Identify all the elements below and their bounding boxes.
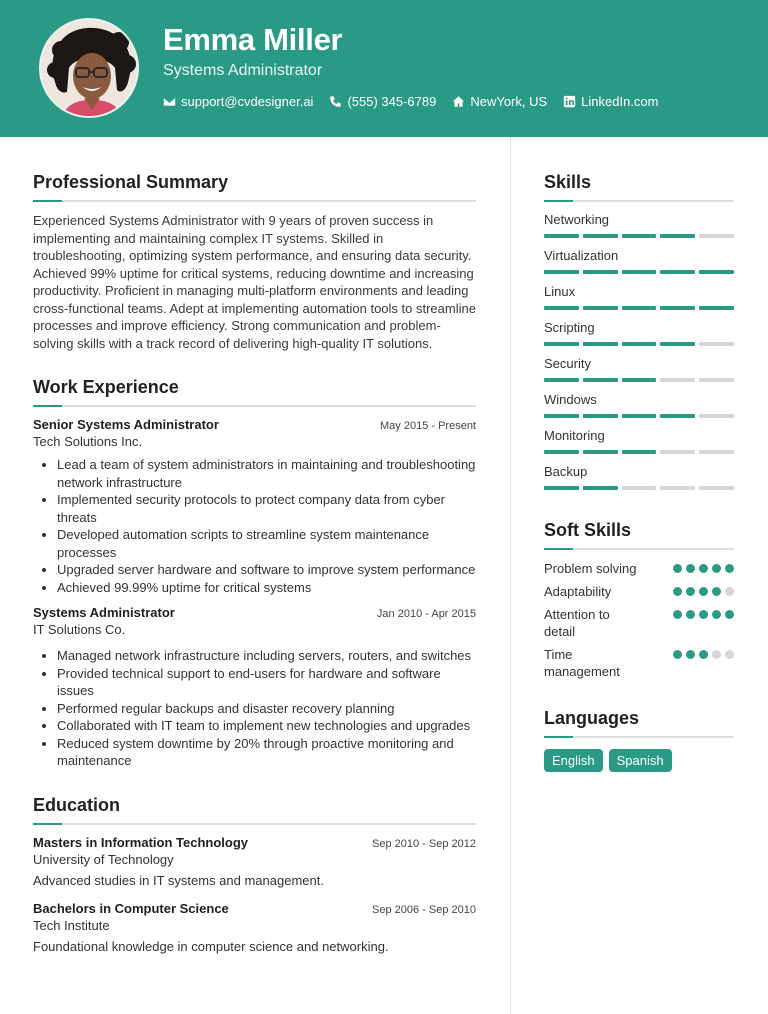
skill-level-segment	[660, 450, 695, 454]
section-rule	[544, 548, 734, 550]
skill-level-segment	[699, 414, 734, 418]
education-dates: Sep 2010 - Sep 2012	[372, 837, 476, 850]
rating-dot	[699, 610, 708, 619]
soft-skill-rating	[673, 606, 734, 619]
rating-dot	[699, 587, 708, 596]
skill-level-segment	[583, 378, 618, 382]
skills-heading: Skills	[544, 172, 592, 192]
skills-list	[544, 212, 734, 490]
skill-level-segment	[660, 270, 695, 274]
contact-email[interactable]	[163, 94, 313, 109]
skill-level-segment	[622, 378, 657, 382]
skill-name: Monitoring	[544, 428, 605, 443]
skill-level-segment	[699, 234, 734, 238]
skill-level-segment	[583, 450, 618, 454]
skill-level-bar	[544, 414, 734, 418]
list-item: • Provided technical support to end-users for hardware and software issues	[57, 665, 476, 700]
skill-level-segment	[699, 306, 734, 310]
skill-level-segment	[583, 342, 618, 346]
contact-phone[interactable]	[329, 94, 436, 109]
soft-skill-name: Adaptability	[544, 584, 612, 599]
job-role: Systems Administrator	[33, 605, 175, 620]
rating-dot	[725, 587, 734, 596]
education-heading: Education	[33, 794, 121, 815]
summary-heading: Professional Summary	[33, 172, 229, 192]
skill-item	[544, 212, 734, 238]
soft-skill-item	[544, 606, 734, 640]
skills-section	[544, 172, 734, 490]
rating-dot	[699, 650, 708, 659]
contact-phone-text: (555) 345-6789	[347, 94, 437, 109]
skill-level-segment	[544, 414, 579, 418]
skill-level-segment	[660, 378, 695, 382]
rating-dot	[686, 587, 695, 596]
skill-level-segment	[622, 234, 657, 238]
skill-level-segment	[544, 450, 579, 454]
skill-level-segment	[583, 234, 618, 238]
skill-level-segment	[699, 270, 734, 274]
languages-heading: Languages	[544, 708, 640, 728]
rating-dot	[673, 564, 682, 573]
skill-level-segment	[660, 414, 695, 418]
rating-dot	[712, 564, 721, 573]
degree-name: Bachelors in Computer Science	[33, 900, 229, 916]
contact-linkedin-text: LinkedIn.com	[581, 94, 659, 109]
skill-level-segment	[622, 270, 657, 274]
main-column	[33, 172, 476, 954]
skill-level-segment	[544, 306, 579, 310]
column-divider	[510, 137, 511, 1014]
skill-level-bar	[544, 234, 734, 238]
home-icon	[452, 95, 465, 108]
skill-level-segment	[544, 270, 579, 274]
rating-dot	[725, 564, 734, 573]
skill-level-segment	[583, 306, 618, 310]
skill-level-segment	[544, 378, 579, 382]
language-tag: Spanish	[609, 749, 672, 772]
job-role: Senior Systems Administrator	[33, 417, 219, 432]
skill-name: Scripting	[544, 320, 595, 335]
rating-dot	[699, 564, 708, 573]
skill-level-segment	[622, 306, 657, 310]
rating-dot	[686, 564, 695, 573]
skill-level-bar	[544, 270, 734, 274]
skill-level-bar	[544, 450, 734, 454]
skill-level-segment	[583, 414, 618, 418]
soft-skills-list	[544, 560, 734, 680]
list-item: • Managed network infrastructure including servers, routers, and switches	[57, 647, 476, 665]
soft-skills-section	[544, 520, 734, 680]
job-dates: May 2015 - Present	[380, 420, 476, 432]
soft-skill-item	[544, 646, 734, 680]
linkedin-icon	[563, 95, 576, 108]
list-item: • Lead a team of system administrators in maintaining and troubleshooting network infrastructure	[57, 456, 476, 491]
skill-item	[544, 428, 734, 454]
list-item: • Collaborated with IT team to implement new technologies and upgrades	[57, 717, 476, 735]
soft-skill-rating	[673, 646, 734, 659]
languages-list	[544, 749, 734, 772]
job-entry	[33, 417, 476, 596]
skill-name: Networking	[544, 212, 610, 227]
skill-level-bar	[544, 378, 734, 382]
skill-level-bar	[544, 486, 734, 490]
education-entry	[33, 835, 476, 888]
skill-item	[544, 248, 734, 274]
soft-skill-rating	[673, 583, 734, 596]
skill-level-segment	[699, 378, 734, 382]
skill-level-segment	[622, 450, 657, 454]
soft-skill-item	[544, 583, 734, 600]
job-bullets	[33, 456, 476, 596]
skill-name: Security	[544, 356, 591, 371]
languages-section	[544, 708, 734, 772]
skill-level-segment	[583, 486, 618, 490]
rating-dot	[686, 650, 695, 659]
skill-level-segment	[622, 414, 657, 418]
skill-level-bar	[544, 306, 734, 310]
phone-icon	[329, 95, 342, 108]
job-company: Tech Solutions Inc.	[33, 434, 143, 449]
list-item: • Achieved 99.99% uptime for critical systems	[57, 579, 476, 597]
skill-item	[544, 284, 734, 310]
skill-item	[544, 320, 734, 346]
list-item: • Developed automation scripts to streamline system maintenance processes	[57, 526, 476, 561]
skill-name: Virtualization	[544, 248, 619, 263]
rating-dot	[673, 587, 682, 596]
skill-level-segment	[699, 486, 734, 490]
skill-level-segment	[622, 486, 657, 490]
section-rule	[544, 200, 734, 202]
job-entry	[33, 605, 476, 770]
list-item: • Implemented security protocols to protect company data from cyber threats	[57, 491, 476, 526]
skill-level-segment	[660, 306, 695, 310]
section-rule	[33, 200, 476, 202]
list-item: • Reduced system downtime by 20% through proactive monitoring and maintenance	[57, 735, 476, 770]
education-section	[33, 795, 476, 954]
summary-text: Experienced Systems Administrator with 9 years of proven success in implementing and maintaining complex IT systems. Skilled in troubleshooting, optimizing system performance, and ensuring data security. Achieved 99% uptime for critical systems, reducing downtime and increasing productivity. Proficient in managing multi-platform environments and leading cross-functional teams. Adept at implementing automation tools to streamline processes and improve efficiency. Strong communication and problem-solving skills with a track record of delivering high-quality IT solutions.	[33, 213, 476, 351]
job-company: IT Solutions Co.	[33, 622, 126, 637]
skill-name: Windows	[544, 392, 597, 407]
school-name: University of Technology	[33, 851, 174, 867]
school-name: Tech Institute	[33, 917, 110, 933]
rating-dot	[673, 650, 682, 659]
contact-location	[452, 94, 547, 109]
soft-skill-name: Attention to detail	[544, 607, 610, 639]
skill-level-segment	[544, 486, 579, 490]
education-desc: Foundational knowledge in computer science and networking.	[33, 938, 389, 954]
skill-item	[544, 464, 734, 490]
candidate-title: Systems Administrator	[163, 62, 323, 79]
rating-dot	[712, 587, 721, 596]
list-item: • Upgraded server hardware and software to improve system performance	[57, 561, 476, 579]
skill-item	[544, 392, 734, 418]
skill-name: Backup	[544, 464, 588, 479]
skill-level-segment	[699, 450, 734, 454]
soft-skill-rating	[673, 560, 734, 573]
rating-dot	[712, 610, 721, 619]
language-tag: English	[544, 749, 603, 772]
skill-level-segment	[660, 486, 695, 490]
skill-level-segment	[544, 342, 579, 346]
soft-skill-name: Time management	[544, 647, 620, 679]
skill-level-segment	[660, 342, 695, 346]
contact-email-text: support@cvdesigner.ai	[181, 94, 314, 109]
job-bullets	[33, 647, 476, 770]
resume-header	[0, 0, 768, 137]
skill-level-segment	[544, 234, 579, 238]
skill-name: Linux	[544, 284, 576, 299]
experience-heading: Work Experience	[33, 377, 179, 397]
skill-level-segment	[699, 342, 734, 346]
envelope-icon	[163, 95, 176, 108]
soft-skills-heading: Soft Skills	[544, 520, 632, 540]
skill-level-segment	[660, 234, 695, 238]
degree-name: Masters in Information Technology	[33, 834, 249, 850]
rating-dot	[725, 610, 734, 619]
rating-dot	[725, 650, 734, 659]
rating-dot	[686, 610, 695, 619]
contact-location-text: NewYork, US	[470, 94, 548, 109]
section-rule	[33, 405, 476, 407]
education-entry	[33, 901, 476, 954]
skill-level-segment	[622, 342, 657, 346]
contact-list	[163, 94, 659, 109]
soft-skill-item	[544, 560, 734, 577]
section-rule	[544, 736, 734, 738]
candidate-name: Emma Miller	[163, 22, 343, 57]
side-column	[544, 172, 734, 772]
education-desc: Advanced studies in IT systems and management.	[33, 872, 324, 888]
contact-linkedin[interactable]	[563, 94, 658, 109]
list-item: • Performed regular backups and disaster recovery planning	[57, 700, 476, 718]
rating-dot	[712, 650, 721, 659]
soft-skill-name: Problem solving	[544, 561, 637, 576]
education-dates: Sep 2006 - Sep 2010	[372, 903, 476, 916]
section-rule	[33, 823, 476, 825]
profile-photo	[39, 18, 139, 118]
skill-level-segment	[583, 270, 618, 274]
summary-section	[33, 172, 476, 352]
skill-item	[544, 356, 734, 382]
experience-section	[33, 377, 476, 770]
skill-level-bar	[544, 342, 734, 346]
job-dates: Jan 2010 - Apr 2015	[376, 608, 476, 620]
rating-dot	[673, 610, 682, 619]
